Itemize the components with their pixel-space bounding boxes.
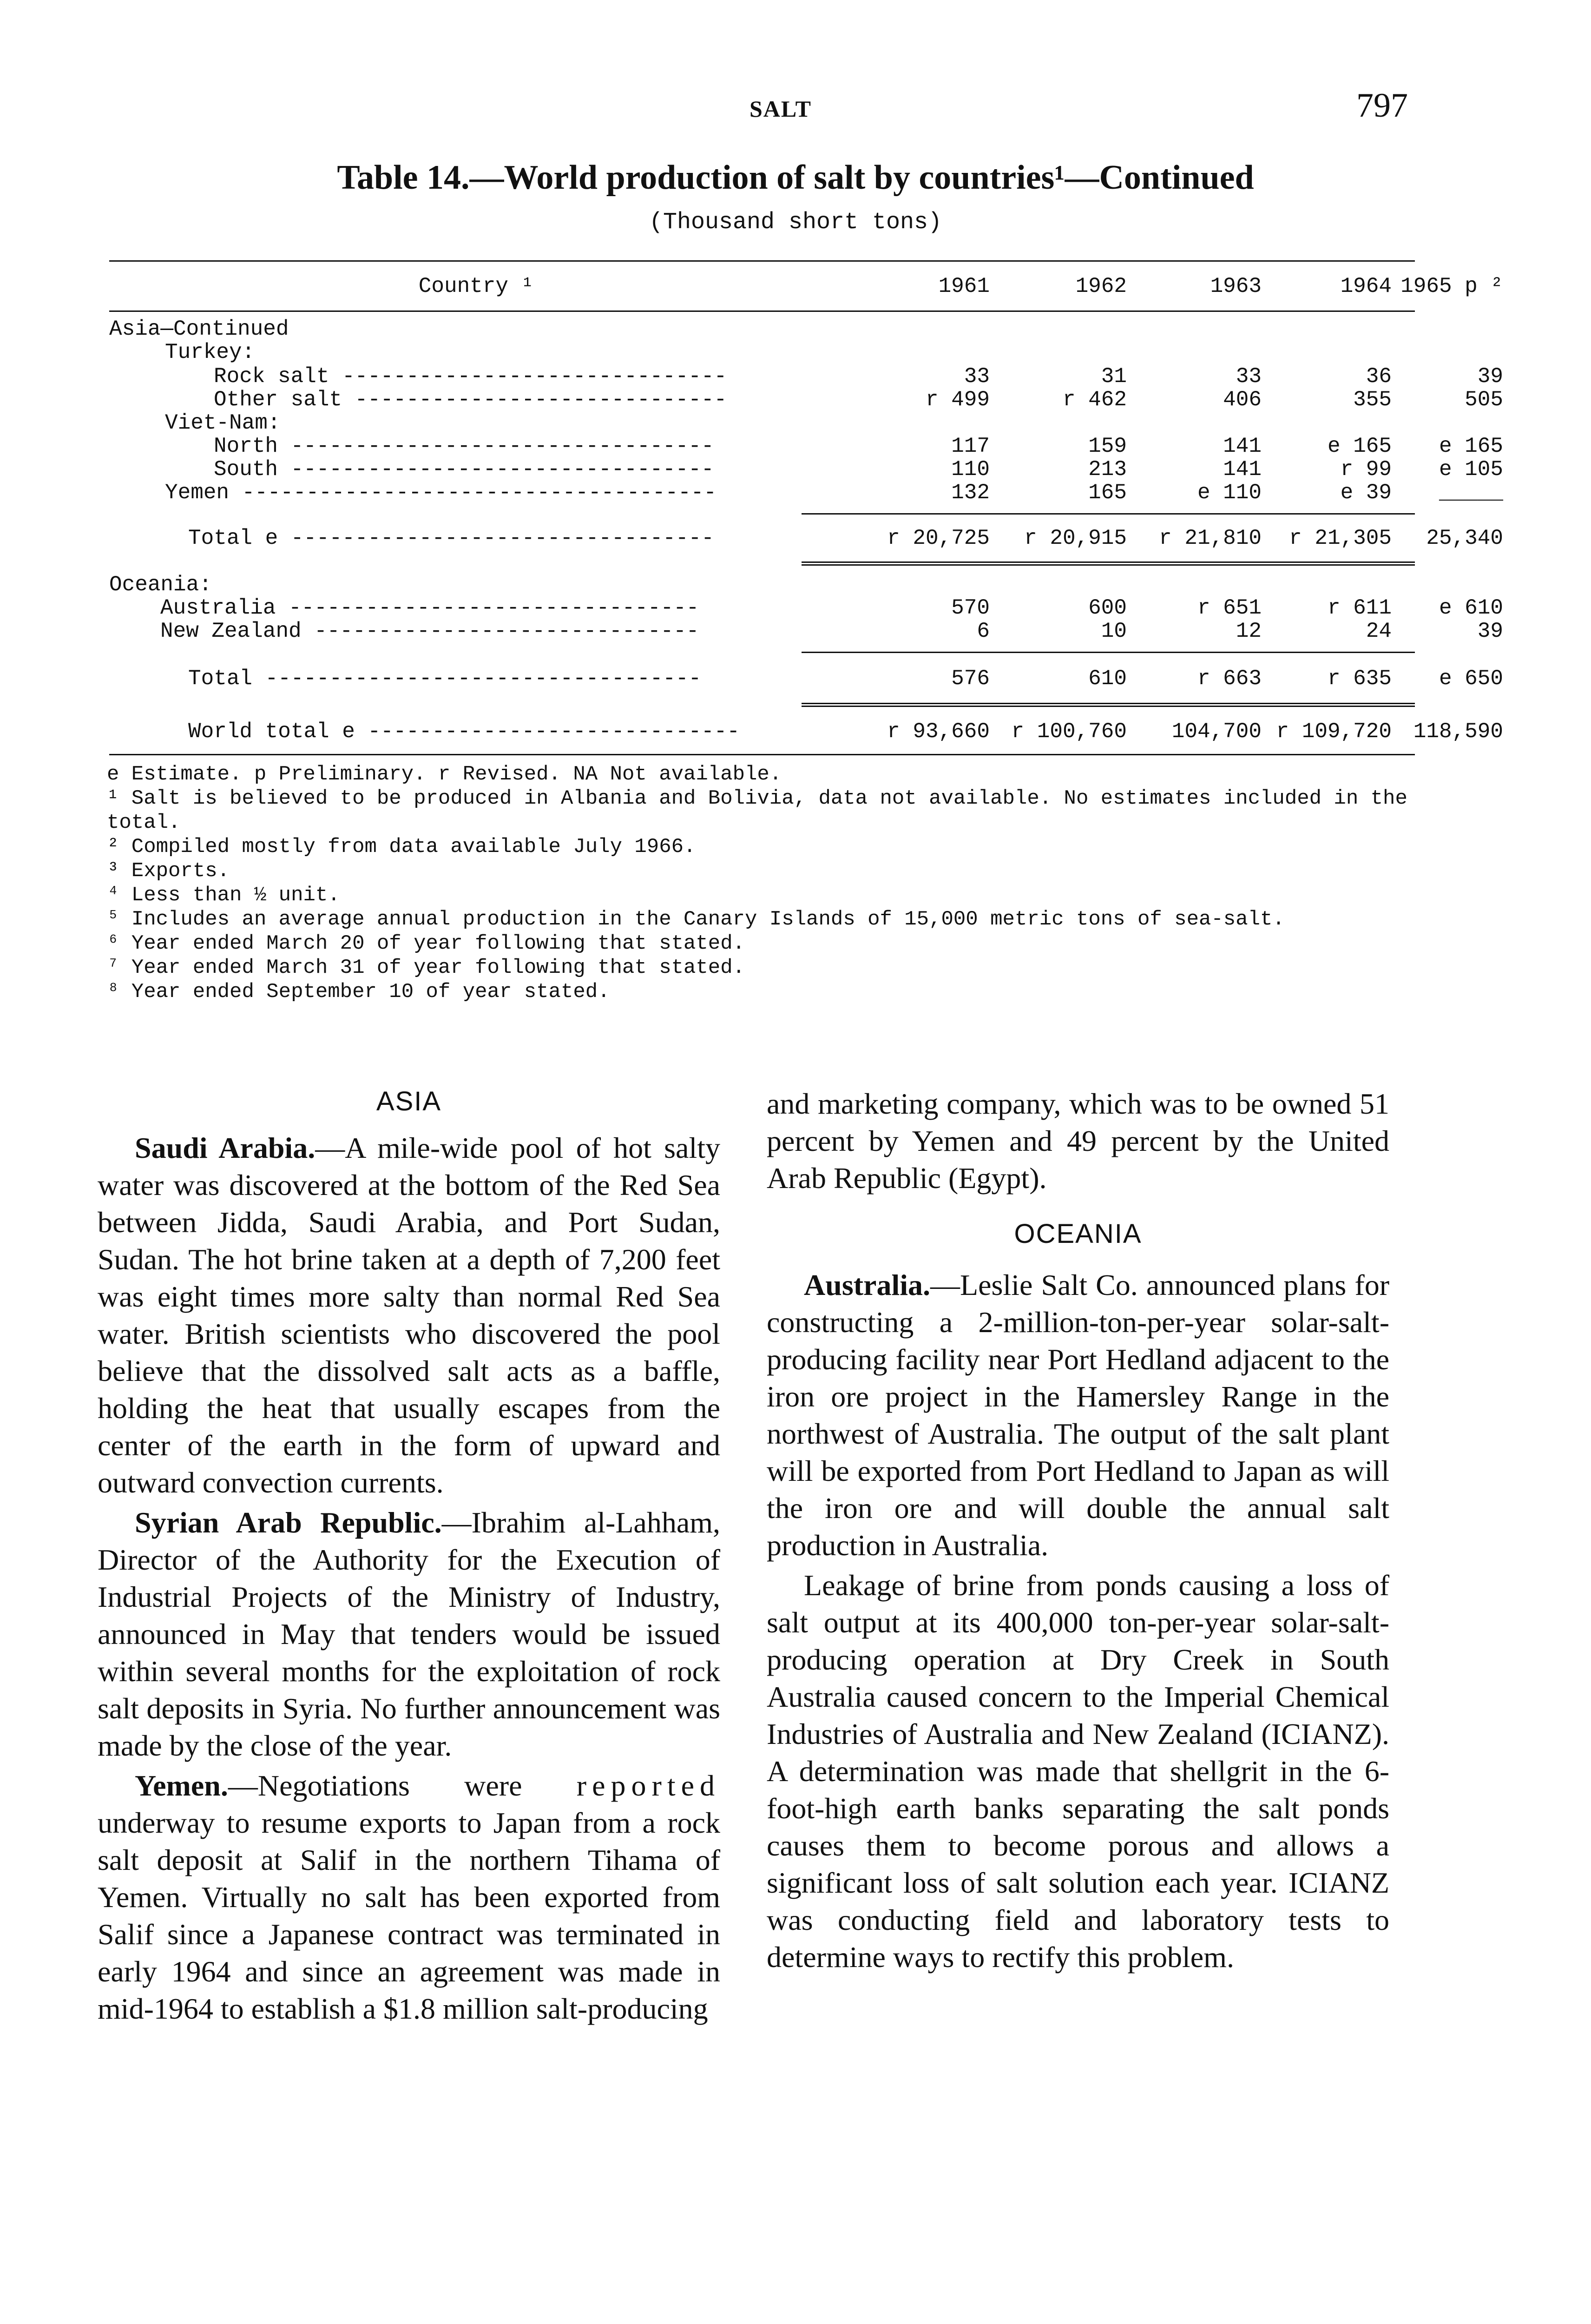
cell: 6	[977, 619, 990, 643]
cell: 600	[1088, 596, 1127, 620]
subtotal-rule	[802, 513, 1415, 515]
cell: r 635	[1327, 667, 1392, 691]
section-label: Asia—Continued	[109, 317, 289, 341]
cell: r 462	[1062, 388, 1127, 412]
row-label: Total e ---------------------------------	[188, 526, 714, 550]
paragraph-saudi-arabia: Saudi Arabia.—A mile-wide pool of hot salty water was discovered at the bottom of the Red Sea between Jidda, Saudi Arabia, and Port Sudan, Sudan. The hot brine taken at a depth of 7,200 feet was eight times more salty than normal Red Sea water. British scientists who discovered the pool believe that the dissolved salt acts as a baffle, holding the heat that usually escapes from the center of the earth in the form of upward and outward convection currents.	[98, 1131, 721, 1499]
section-label: Oceania:	[109, 573, 212, 597]
table-row	[109, 433, 1503, 459]
col-header-1963: 1963	[1210, 274, 1262, 298]
cell: 355	[1353, 388, 1392, 412]
table-row	[109, 572, 1415, 598]
cell: 118,590	[1413, 720, 1503, 744]
cell: 576	[951, 667, 990, 691]
paragraph-australia: Australia.—Leslie Salt Co. announced plans for constructing a 2-million-ton-per-year solar-salt-producing facility near Port Hedland adjacent to the iron ore project in the Hamersley Range in the northwest of Australia. The output of the salt plant will be exported from Port Hedland to Japan as will the iron ore and will double the annual salt production in Australia.	[767, 1268, 1389, 1562]
cell: 33	[1236, 364, 1262, 389]
cell: e 165	[1439, 434, 1503, 458]
cell: r 499	[925, 388, 990, 412]
cell: r 20,915	[1024, 526, 1127, 550]
left-column	[98, 1083, 720, 2027]
cell: e 39	[1340, 481, 1392, 505]
table-top-rule	[109, 260, 1415, 262]
cell: 406	[1223, 388, 1262, 412]
cell: 110	[951, 457, 990, 482]
section-rule	[802, 561, 1415, 566]
group-label: Viet-Nam:	[165, 411, 281, 435]
row-label: World total e -----------------------------	[188, 720, 740, 744]
cell: 12	[1236, 619, 1262, 643]
cell: 159	[1088, 434, 1127, 458]
cell: e 610	[1439, 596, 1503, 620]
table-row-world-total	[109, 719, 1503, 745]
cell: 141	[1223, 434, 1262, 458]
right-column	[767, 1085, 1389, 1976]
paragraph-lead: Yemen.	[135, 1769, 228, 1802]
cell: 33	[964, 364, 990, 389]
footnote: ² Compiled mostly from data available July 1966.	[107, 835, 696, 858]
table-row	[109, 316, 1415, 342]
footnote: ⁵ Includes an average annual production in the Canary Islands of 15,000 metric tons of sea-salt.	[107, 908, 1285, 931]
table-unit: (Thousand short tons)	[649, 209, 942, 236]
col-header-1962: 1962	[1075, 274, 1127, 298]
cell: 610	[1088, 667, 1127, 691]
cell: r 100,760	[1011, 720, 1127, 744]
cell: 39	[1477, 619, 1503, 643]
footnote: ⁸ Year ended September 10 of year stated.	[107, 980, 610, 1004]
row-label: Total ----------------------------------	[188, 667, 702, 691]
footnote: e Estimate. p Preliminary. r Revised. NA Not available.	[107, 763, 782, 786]
footnotes	[107, 762, 1417, 1004]
paragraph-lead: Australia.	[804, 1268, 930, 1301]
footnote: ⁷ Year ended March 31 of year following that stated.	[107, 956, 745, 979]
row-label: Rock salt ------------------------------	[214, 364, 727, 389]
cell: r 663	[1197, 667, 1262, 691]
table-row	[109, 595, 1503, 621]
paragraph-yemen: Yemen.—Negotiations were reported underway to resume exports to Japan from a rock salt deposit at Salif in the northern Tihama of Yemen. Virtually no salt has been exported from Salif since a Japanese contract was terminated in early 1964 and since an agreement was made in mid-1964 to establish a $1.8 million salt-producing	[98, 1769, 720, 2025]
section-heading-asia: ASIA	[376, 1086, 442, 1116]
paragraph-yemen-continued: and marketing company, which was to be owned 51 percent by Yemen and 49 percent by the United Arab Republic (Egypt).	[767, 1087, 1389, 1195]
row-label: Yemen -------------------------------------	[165, 481, 717, 505]
table-row	[109, 363, 1503, 390]
cell: 36	[1366, 364, 1392, 389]
paragraph-lead: Syrian Arab Republic.	[135, 1506, 442, 1539]
section-heading-oceania: OCEANIA	[1014, 1219, 1142, 1249]
table-header-rule	[109, 310, 1415, 312]
footnote: ³ Exports.	[107, 859, 230, 883]
table-row	[109, 480, 1503, 506]
cell: 31	[1101, 364, 1127, 389]
cell: e 105	[1439, 457, 1503, 482]
paragraph-leakage: Leakage of brine from ponds causing a loss of salt output at its 400,000 ton-per-year solar-salt-producing operation at Dry Creek in South Australia caused concern to the Imperial Chemical Industries of Australia and New Zealand (ICIANZ). A determination was made that shellgrit in the 6-foot-high earth banks separating the salt ponds causes them to become porous and allows a significant loss of salt solution each year. ICIANZ was conducting field and laboratory tests to determine ways to rectify this problem.	[767, 1569, 1389, 1974]
footnote: ⁶ Year ended March 20 of year following that stated.	[107, 932, 745, 955]
cell: r 20,725	[887, 526, 990, 550]
paragraph-syria: Syrian Arab Republic.—Ibrahim al-Lahham, Director of the Authority for the Execution of Industrial Projects of the Ministry of Industry, announced in May that tenders would be issued within several months for the exploitation of rock salt deposits in Syria. No further announcement was made by the close of the year.	[98, 1506, 720, 1762]
page-number: 797	[1356, 86, 1408, 125]
cell: 117	[951, 434, 990, 458]
table-row	[109, 618, 1503, 644]
cell: r 109,720	[1276, 720, 1392, 744]
cell: 165	[1088, 481, 1127, 505]
cell: r 21,810	[1159, 526, 1262, 550]
cell: e 110	[1197, 481, 1262, 505]
table-title: Table 14.—World production of salt by countries¹—Continued	[337, 158, 1254, 197]
cell: 213	[1088, 457, 1127, 482]
table-row	[109, 339, 1415, 365]
cell: 132	[951, 481, 990, 505]
cell: 570	[951, 596, 990, 620]
cell: 104,700	[1171, 720, 1262, 744]
cell: 39	[1477, 364, 1503, 389]
group-label: Turkey:	[165, 340, 255, 364]
cell: 505	[1465, 388, 1503, 412]
col-header-1961: 1961	[938, 274, 990, 298]
cell: r 93,660	[887, 720, 990, 744]
cell: r 99	[1340, 457, 1392, 482]
table-bottom-rule	[109, 754, 1415, 755]
table-row	[109, 410, 1415, 436]
cell: r 651	[1197, 596, 1262, 620]
cell: e 650	[1439, 667, 1503, 691]
row-label: South ---------------------------------	[214, 457, 714, 482]
cell: 141	[1223, 457, 1262, 482]
cell: 10	[1101, 619, 1127, 643]
cell: e 165	[1327, 434, 1392, 458]
col-header-country: Country ¹	[418, 274, 534, 298]
row-label: Australia --------------------------------	[160, 596, 699, 620]
row-label: New Zealand ------------------------------	[160, 619, 699, 643]
cell: r 611	[1327, 596, 1392, 620]
footnote: ¹ Salt is believed to be produced in Albania and Bolivia, data not available. No estimates included in the total.	[107, 787, 1407, 834]
paragraph-lead: Saudi Arabia.	[135, 1131, 316, 1164]
row-label: Other salt -----------------------------	[214, 388, 727, 412]
table-header-row	[109, 273, 1503, 299]
running-head: SALT	[749, 96, 812, 122]
table-row	[109, 387, 1503, 413]
cell: 24	[1366, 619, 1392, 643]
col-header-1965: 1965 p ²	[1400, 274, 1503, 298]
row-label: North ---------------------------------	[214, 434, 714, 458]
subtotal-rule	[802, 652, 1415, 653]
table-row-total	[109, 666, 1503, 692]
cell: 25,340	[1426, 526, 1503, 550]
cell: _____	[1439, 481, 1503, 505]
cell: r 21,305	[1289, 526, 1392, 550]
section-rule	[802, 703, 1415, 707]
table-row-total	[109, 525, 1503, 551]
col-header-1964: 1964	[1340, 274, 1392, 298]
footnote: ⁴ Less than ½ unit.	[107, 884, 340, 907]
table-row	[109, 456, 1503, 482]
